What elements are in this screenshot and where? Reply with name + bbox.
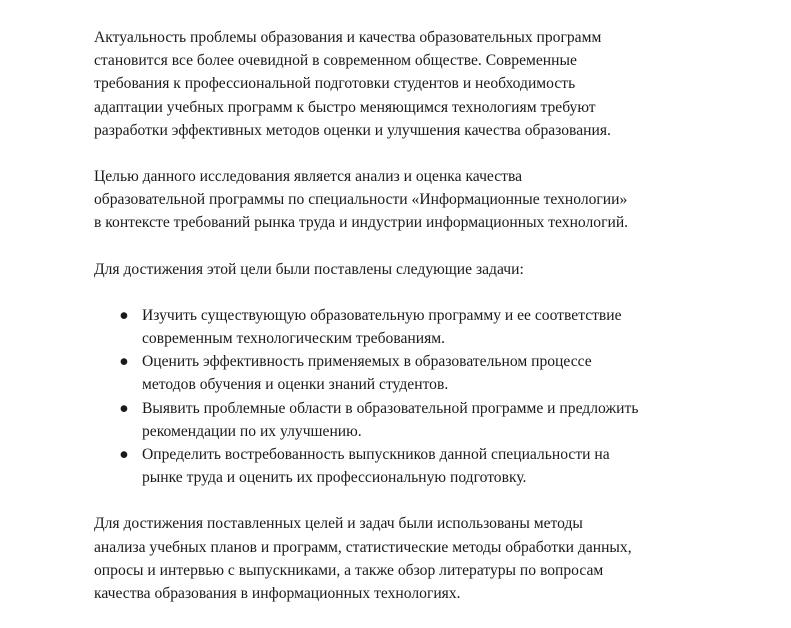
list-item [119,350,704,396]
text-line: анализа учебных планов и программ, статистические методы обработки данных, [94,538,632,556]
text-line: становится все более очевидной в современном обществе. Современные [94,52,577,70]
document-body [94,26,704,628]
text-line: разработки эффективных методов оценки и улучшения качества образования. [94,121,611,139]
text-line: Определить востребованность выпускников данной специальности на [142,446,610,464]
text-line: современным технологическим требованиям. [142,330,446,348]
text-line: требования к профессиональной подготовки студентов и необходимость [94,75,576,93]
text-line: Целью данного исследования является анализ и оценка качества [94,168,523,186]
paragraph-tasks-intro [94,258,704,281]
text-line: Оценить эффективность применяемых в образовательном процессе [142,353,592,371]
text-line: рынке труда и оценить их профессиональную подготовку. [142,469,527,487]
bullet-icon: ● [119,306,129,324]
text-line: образовательной программы по специальности «Информационные технологии» [94,191,628,209]
paragraph-relevance [94,26,704,142]
text-line: в контексте требований рынка труда и индустрии информационных технологий. [94,214,629,232]
text-line: опросы и интервью с выпускниками, а также обзор литературы по вопросам [94,561,604,579]
text-line: методов обучения и оценки знаний студентов. [142,376,449,394]
tasks-list [94,304,704,490]
text-line: Для достижения поставленных целей и задач были использованы методы [94,515,583,533]
text-line: Выявить проблемные области в образовательной программе и предложить [142,399,639,417]
list-item [119,304,704,350]
text-line: Актуальность проблемы образования и качества образовательных программ [94,29,602,46]
bullet-icon: ● [119,446,129,464]
bullet-icon: ● [119,353,129,371]
paragraph-goal [94,165,704,235]
list-item [119,397,704,443]
paragraph-methods [94,512,704,605]
text-line: адаптации учебных программ к быстро меняющимся технологиям требуют [94,98,596,116]
bullet-icon: ● [119,399,129,417]
text-line: Для достижения этой цели были поставлены следующие задачи: [94,260,524,278]
text-line: Изучить существующую образовательную программу и ее соответствие [142,306,622,324]
text-line: рекомендации по их улучшению. [142,422,362,440]
list-item [119,443,704,489]
text-line: качества образования в информационных технологиях. [94,585,461,603]
